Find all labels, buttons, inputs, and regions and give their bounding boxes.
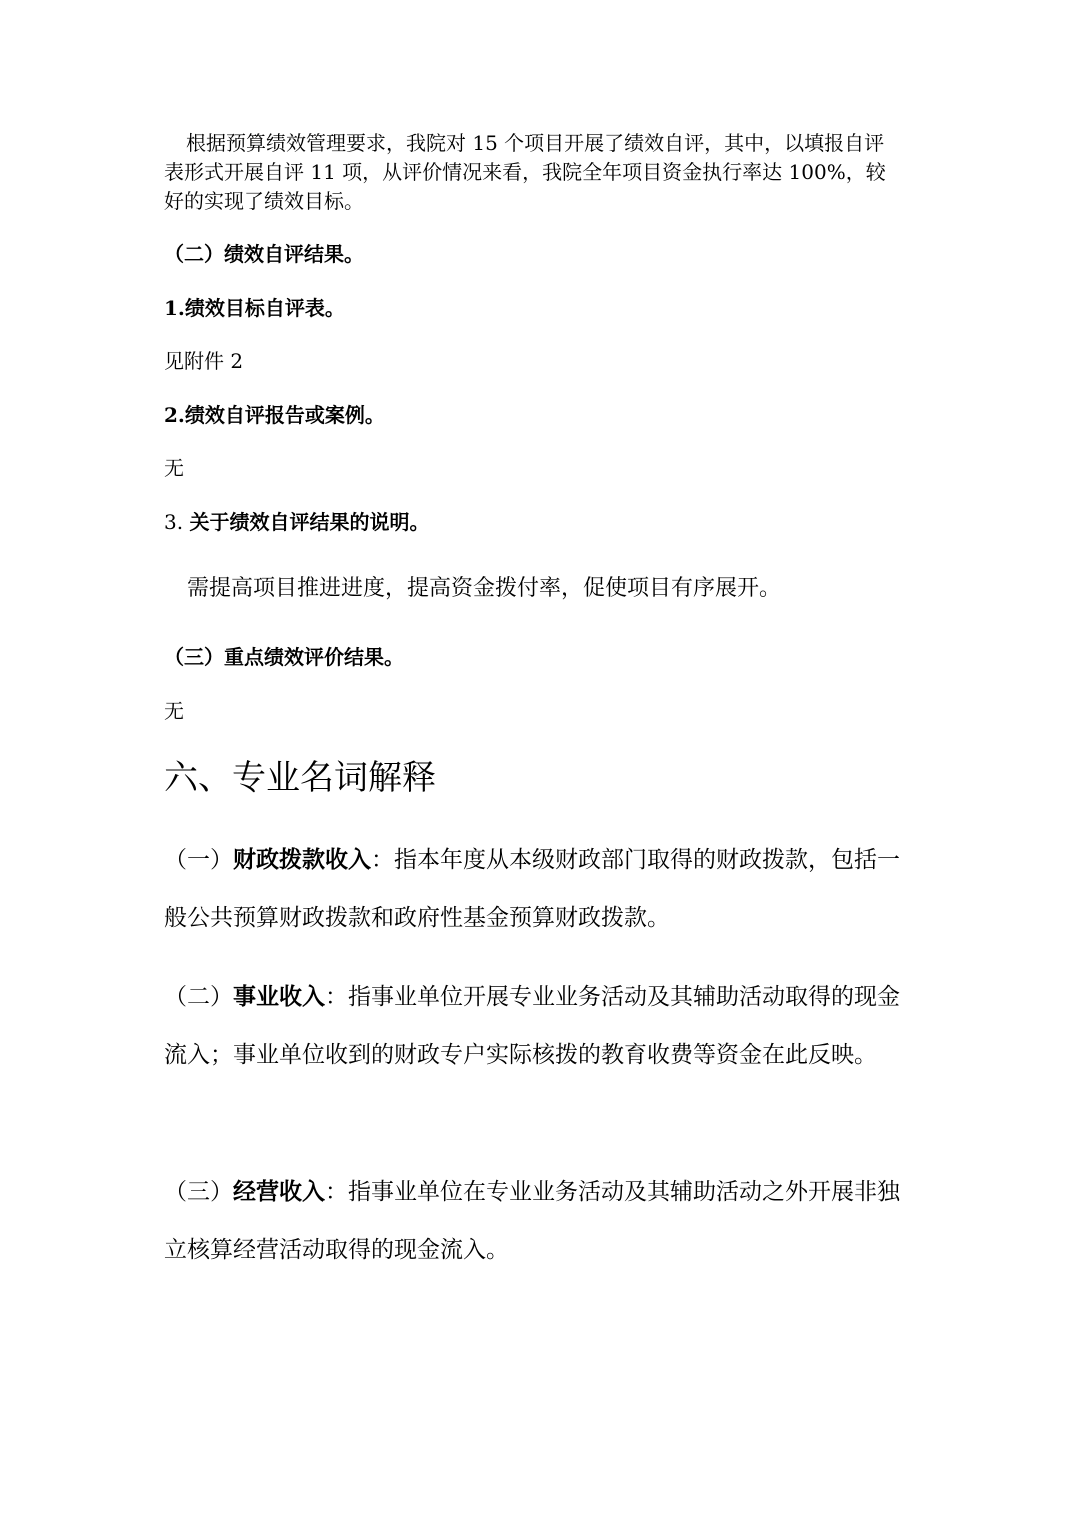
item1-heading: 1.绩效目标自评表。: [164, 296, 345, 320]
glossary-item-3-desc: ：指事业单位在专业业务活动及其辅助活动之外开展非独立核算经营活动取得的现金流入。: [164, 1179, 900, 1263]
item1-body: 见附件 2: [164, 349, 244, 373]
glossary-item-3-term: 经营收入: [233, 1178, 325, 1205]
item3-body: 需提高项目推进进度，提高资金拨付率，促使项目有序展开。: [187, 576, 782, 601]
glossary-item-1: [164, 831, 904, 947]
intro-paragraph: 根据预算绩效管理要求，我院对 15 个项目开展了绩效自评，其中，以填报自评表形式开展自评 11 项，从评价情况来看，我院全年项目资金执行率达 100%，较好的实现了绩效目标。: [164, 131, 886, 213]
glossary-item-2-term: 事业收入: [233, 983, 325, 1010]
item2-body: 无: [164, 456, 184, 480]
glossary-item-1-term: 财政拨款收入: [233, 846, 371, 873]
item3-number: 3.: [164, 510, 190, 534]
item2-heading: 2.绩效自评报告或案例。: [164, 403, 385, 427]
perf-self-eval-heading: （二）绩效自评结果。: [164, 242, 364, 266]
glossary-title: 六、专业名词解释: [164, 758, 436, 798]
item3-heading: 关于绩效自评结果的说明。: [189, 510, 430, 534]
glossary-item-3: [164, 1163, 904, 1279]
item3-heading-line: [164, 508, 904, 536]
glossary-item-2-number: （二）: [164, 984, 233, 1010]
glossary-item-3-number: （三）: [164, 1179, 233, 1205]
key-perf-eval-heading: （三）重点绩效评价结果。: [164, 645, 404, 669]
glossary-item-1-desc: ：指本年度从本级财政部门取得的财政拨款，包括一般公共预算财政拨款和政府性基金预算财政拨款。: [164, 847, 900, 931]
key-perf-eval-body: 无: [164, 699, 184, 723]
glossary-item-2: [164, 968, 904, 1084]
glossary-item-1-number: （一）: [164, 847, 233, 873]
glossary-item-2-desc: ：指事业单位开展专业业务活动及其辅助活动取得的现金流入；事业单位收到的财政专户实际核拨的教育收费等资金在此反映。: [164, 984, 900, 1068]
